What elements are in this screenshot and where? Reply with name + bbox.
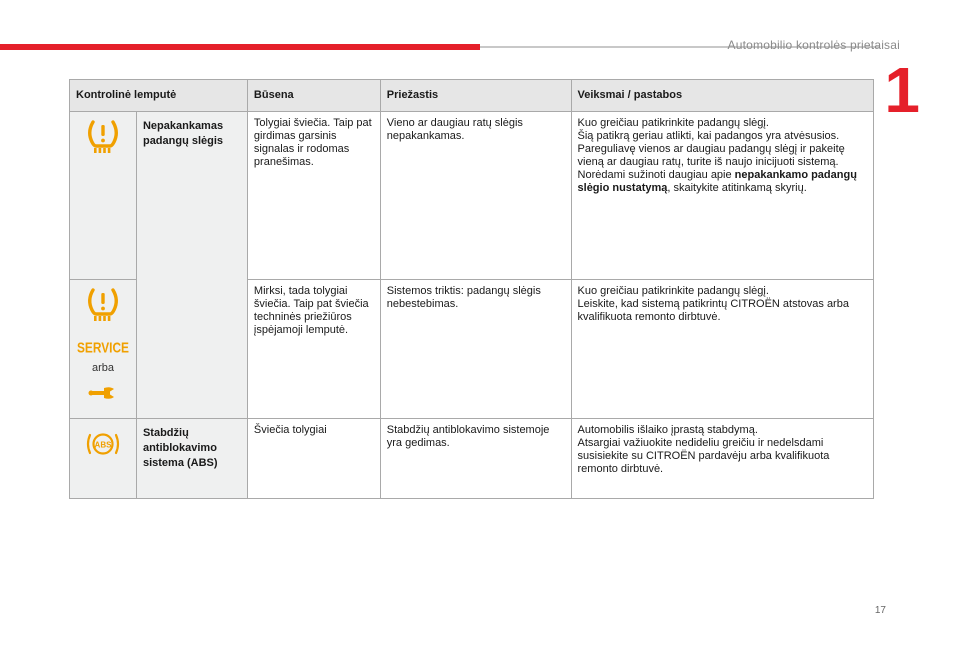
column-header-warning-light: Kontrolinė lemputė [70, 80, 248, 112]
status-cell: Šviečia tolygiai [247, 419, 380, 499]
column-header-cause: Priežastis [380, 80, 571, 112]
chapter-number: 1 [884, 54, 920, 126]
cause-cell: Stabdžių antiblokavimo sistemoje yra gedimas. [380, 419, 571, 499]
action-text: Pareguliavę vienos ar daugiau padangų slėgį ir pakeitę vieną ar daugiau ratų, turite iš naujo inicijuoti sistemą. [577, 143, 845, 168]
service-warning-icon [75, 338, 131, 356]
status-cell: Mirksi, tada tolygiai šviečia. Taip pat šviečia techninės priežiūros įspėjamoji lemputė. [247, 280, 380, 419]
or-label: arba [91, 362, 114, 374]
header-accent-bar [0, 44, 480, 50]
action-text: Automobilis išlaiko įprastą stabdymą. [577, 424, 758, 436]
actions-cell [571, 112, 873, 280]
action-text: Norėdami sužinoti daugiau apie nepakankamo padangų slėgio nustatymą, skaitykite atitinkamą skyrių. [577, 169, 857, 194]
icon-cell [70, 280, 137, 419]
status-cell: Tolygiai šviečia. Taip pat girdimas garsinis signalas ir rodomas pranešimas. [247, 112, 380, 280]
cause-cell: Sistemos triktis: padangų slėgis nebestebimas. [380, 280, 571, 419]
action-text: Kuo greičiau patikrinkite padangų slėgį. [577, 285, 769, 297]
table-row [70, 419, 874, 499]
warning-lights-table [69, 79, 874, 499]
warning-name: Stabdžių antiblokavimo sistema (ABS) [136, 419, 247, 499]
cause-cell: Vieno ar daugiau ratų slėgis nepakankamas. [380, 112, 571, 280]
tyre-pressure-icon [86, 286, 120, 324]
table-header-row [70, 80, 874, 112]
actions-cell [571, 419, 873, 499]
column-header-actions: Veiksmai / pastabos [571, 80, 873, 112]
icon-cell [70, 419, 137, 499]
section-title: Automobilio kontrolės prietaisai [727, 38, 900, 52]
action-text: Kuo greičiau patikrinkite padangų slėgį. [577, 117, 769, 129]
abs-icon [85, 429, 121, 459]
action-text: Atsargiai važiuokite nedideliu greičiu ir nedelsdami susisiekite su CITROËN pardavėju arba kvalifikuota remonto dirbtuvė. [577, 437, 830, 475]
action-text: Šią patikrą geriau atlikti, kai padangos yra atvėsusios. [577, 130, 840, 142]
table-row [70, 112, 874, 280]
page-number: 17 [874, 605, 886, 616]
column-header-status: Būsena [247, 80, 380, 112]
tyre-pressure-icon [86, 118, 120, 156]
action-text: Leiskite, kad sistemą patikrintų CITROËN atstovas arba kvalifikuota remonto dirbtuvė. [577, 298, 849, 323]
emphasis-text: nepakankamo padangų slėgio nustatymą [577, 169, 857, 194]
icon-cell [70, 112, 137, 280]
warning-name: Nepakankamas padangų slėgis [136, 112, 247, 419]
actions-cell [571, 280, 873, 419]
service-label: SERVICE [76, 339, 129, 357]
wrench-icon [88, 385, 118, 401]
abs-label: ABS [94, 440, 112, 450]
